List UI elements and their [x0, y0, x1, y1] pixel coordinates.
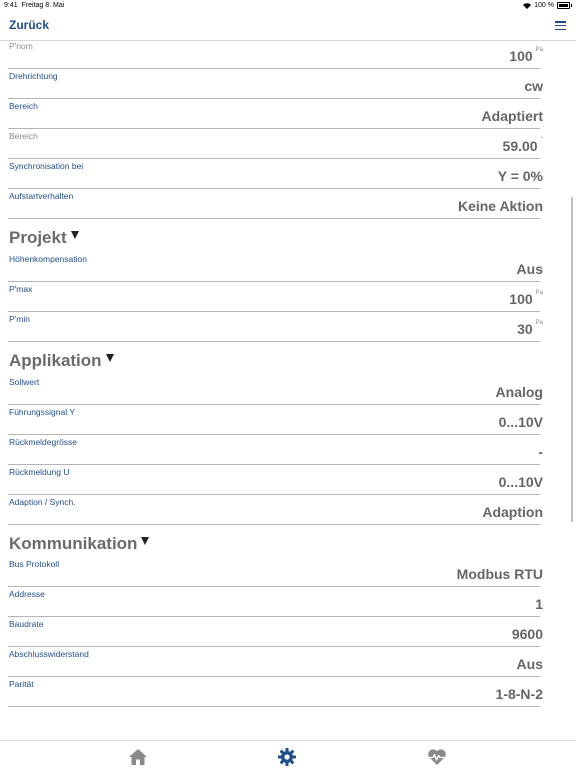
- row-value: Adaption: [482, 504, 543, 520]
- setting-row-pmin[interactable]: [8, 311, 543, 342]
- setting-row-paritaet[interactable]: [8, 676, 543, 707]
- setting-row-bereich[interactable]: [8, 98, 543, 129]
- row-value: Keine Aktion: [457, 198, 543, 214]
- setting-row-drehrichtung[interactable]: [8, 68, 543, 99]
- row-label: Rückmeldung U: [9, 467, 70, 477]
- row-unit: Pa: [535, 47, 543, 53]
- row-label: Adaption / Synch.: [9, 497, 76, 507]
- disclosure-triangle-icon: [71, 231, 79, 239]
- setting-row-pmax[interactable]: [8, 281, 543, 312]
- row-value: Adaptiert: [481, 108, 543, 124]
- row-value: 1: [535, 596, 543, 612]
- disclosure-triangle-icon: [106, 354, 114, 362]
- row-label: Bus Protokoll: [9, 559, 60, 569]
- setting-row-baudrate[interactable]: [8, 616, 543, 647]
- hamburger-menu-icon[interactable]: [555, 21, 566, 30]
- tab-home[interactable]: [128, 747, 148, 767]
- row-value: 100 $^{Pa}$: [509, 290, 543, 307]
- setting-row-sollwert[interactable]: [8, 374, 543, 405]
- setting-row-hoehenkompensation[interactable]: [8, 251, 543, 282]
- setting-row-bus-protokoll[interactable]: [8, 556, 543, 587]
- status-bar: [0, 0, 576, 12]
- navigation-bar: [0, 12, 576, 41]
- row-label: Aufstartverhalten: [9, 191, 74, 201]
- row-value: 100 $^{Pa}$: [509, 47, 543, 64]
- row-label: Addresse: [9, 589, 45, 599]
- row-label: Baudrate: [9, 619, 44, 629]
- row-value: 30 $^{Pa}$: [517, 320, 543, 337]
- setting-row-aufstartverhalten[interactable]: [8, 188, 543, 219]
- row-label: Bereich: [9, 101, 38, 111]
- back-button[interactable]: Zurück: [9, 18, 50, 32]
- setting-row-addresse[interactable]: [8, 586, 543, 617]
- setting-row-adaption[interactable]: [8, 494, 543, 525]
- row-unit: Pa: [535, 320, 543, 326]
- row-value: Analog: [495, 384, 543, 400]
- row-value: 0...10V: [498, 474, 543, 490]
- row-value: 59.00 °: [502, 137, 543, 154]
- setting-row-fuehrungssignal[interactable]: [8, 404, 543, 435]
- row-value: 9600: [511, 626, 543, 642]
- setting-row-rueckmeldegroesse[interactable]: [8, 434, 543, 465]
- row-label: Bereich: [9, 131, 38, 141]
- wifi-icon: [523, 3, 531, 9]
- home-icon: [128, 747, 148, 767]
- row-label: Höhenkompensation: [9, 254, 87, 264]
- row-label: P'max: [9, 284, 33, 294]
- row-label: Parität: [9, 679, 34, 689]
- heart-pulse-icon: [427, 747, 447, 767]
- row-label: Rückmeldegrösse: [9, 437, 78, 447]
- settings-list[interactable]: [0, 40, 576, 740]
- row-label: Sollwert: [9, 377, 40, 387]
- row-label: Führungssignal Y: [9, 407, 75, 417]
- row-value: Aus: [516, 261, 543, 277]
- row-label: P'min: [9, 314, 30, 324]
- row-label: P'nom: [9, 41, 33, 51]
- setting-row-abschlusswiderstand[interactable]: [8, 646, 543, 677]
- row-value: Y = 0%: [497, 168, 543, 184]
- row-label: Abschlusswiderstand: [9, 649, 89, 659]
- status-right: [523, 2, 570, 9]
- setting-row-bereich-value[interactable]: [8, 128, 543, 159]
- setting-row-synchronisation[interactable]: [8, 158, 543, 189]
- section-header-applikation[interactable]: [9, 351, 114, 371]
- section-header-kommunikation[interactable]: [9, 534, 149, 554]
- tab-settings[interactable]: [277, 747, 297, 767]
- row-value: cw: [524, 78, 543, 94]
- scrollbar[interactable]: [571, 197, 573, 522]
- tab-monitoring[interactable]: [427, 747, 447, 767]
- disclosure-triangle-icon: [141, 537, 149, 545]
- row-value: -: [538, 444, 543, 460]
- row-label: Synchronisation bei: [9, 161, 84, 171]
- section-title: Applikation: [9, 351, 102, 370]
- status-time: 9:41 Freitag 8. Mai: [4, 2, 65, 9]
- tab-bar: [0, 740, 576, 769]
- row-unit: °: [540, 137, 543, 143]
- section-header-projekt[interactable]: [9, 228, 79, 248]
- section-title: Projekt: [9, 228, 67, 247]
- row-label: Drehrichtung: [9, 71, 58, 81]
- battery-icon: [557, 2, 570, 9]
- setting-row-rueckmeldung-u[interactable]: [8, 464, 543, 495]
- setting-row-pnom[interactable]: [8, 40, 543, 69]
- section-title: Kommunikation: [9, 534, 138, 553]
- row-value: Modbus RTU: [456, 566, 543, 582]
- battery-percent: 100 %: [534, 2, 554, 9]
- gear-icon: [277, 747, 297, 767]
- row-value: Aus: [516, 656, 543, 672]
- row-value: 1-8-N-2: [495, 686, 543, 702]
- row-value: 0...10V: [498, 414, 543, 430]
- row-unit: Pa: [535, 290, 543, 296]
